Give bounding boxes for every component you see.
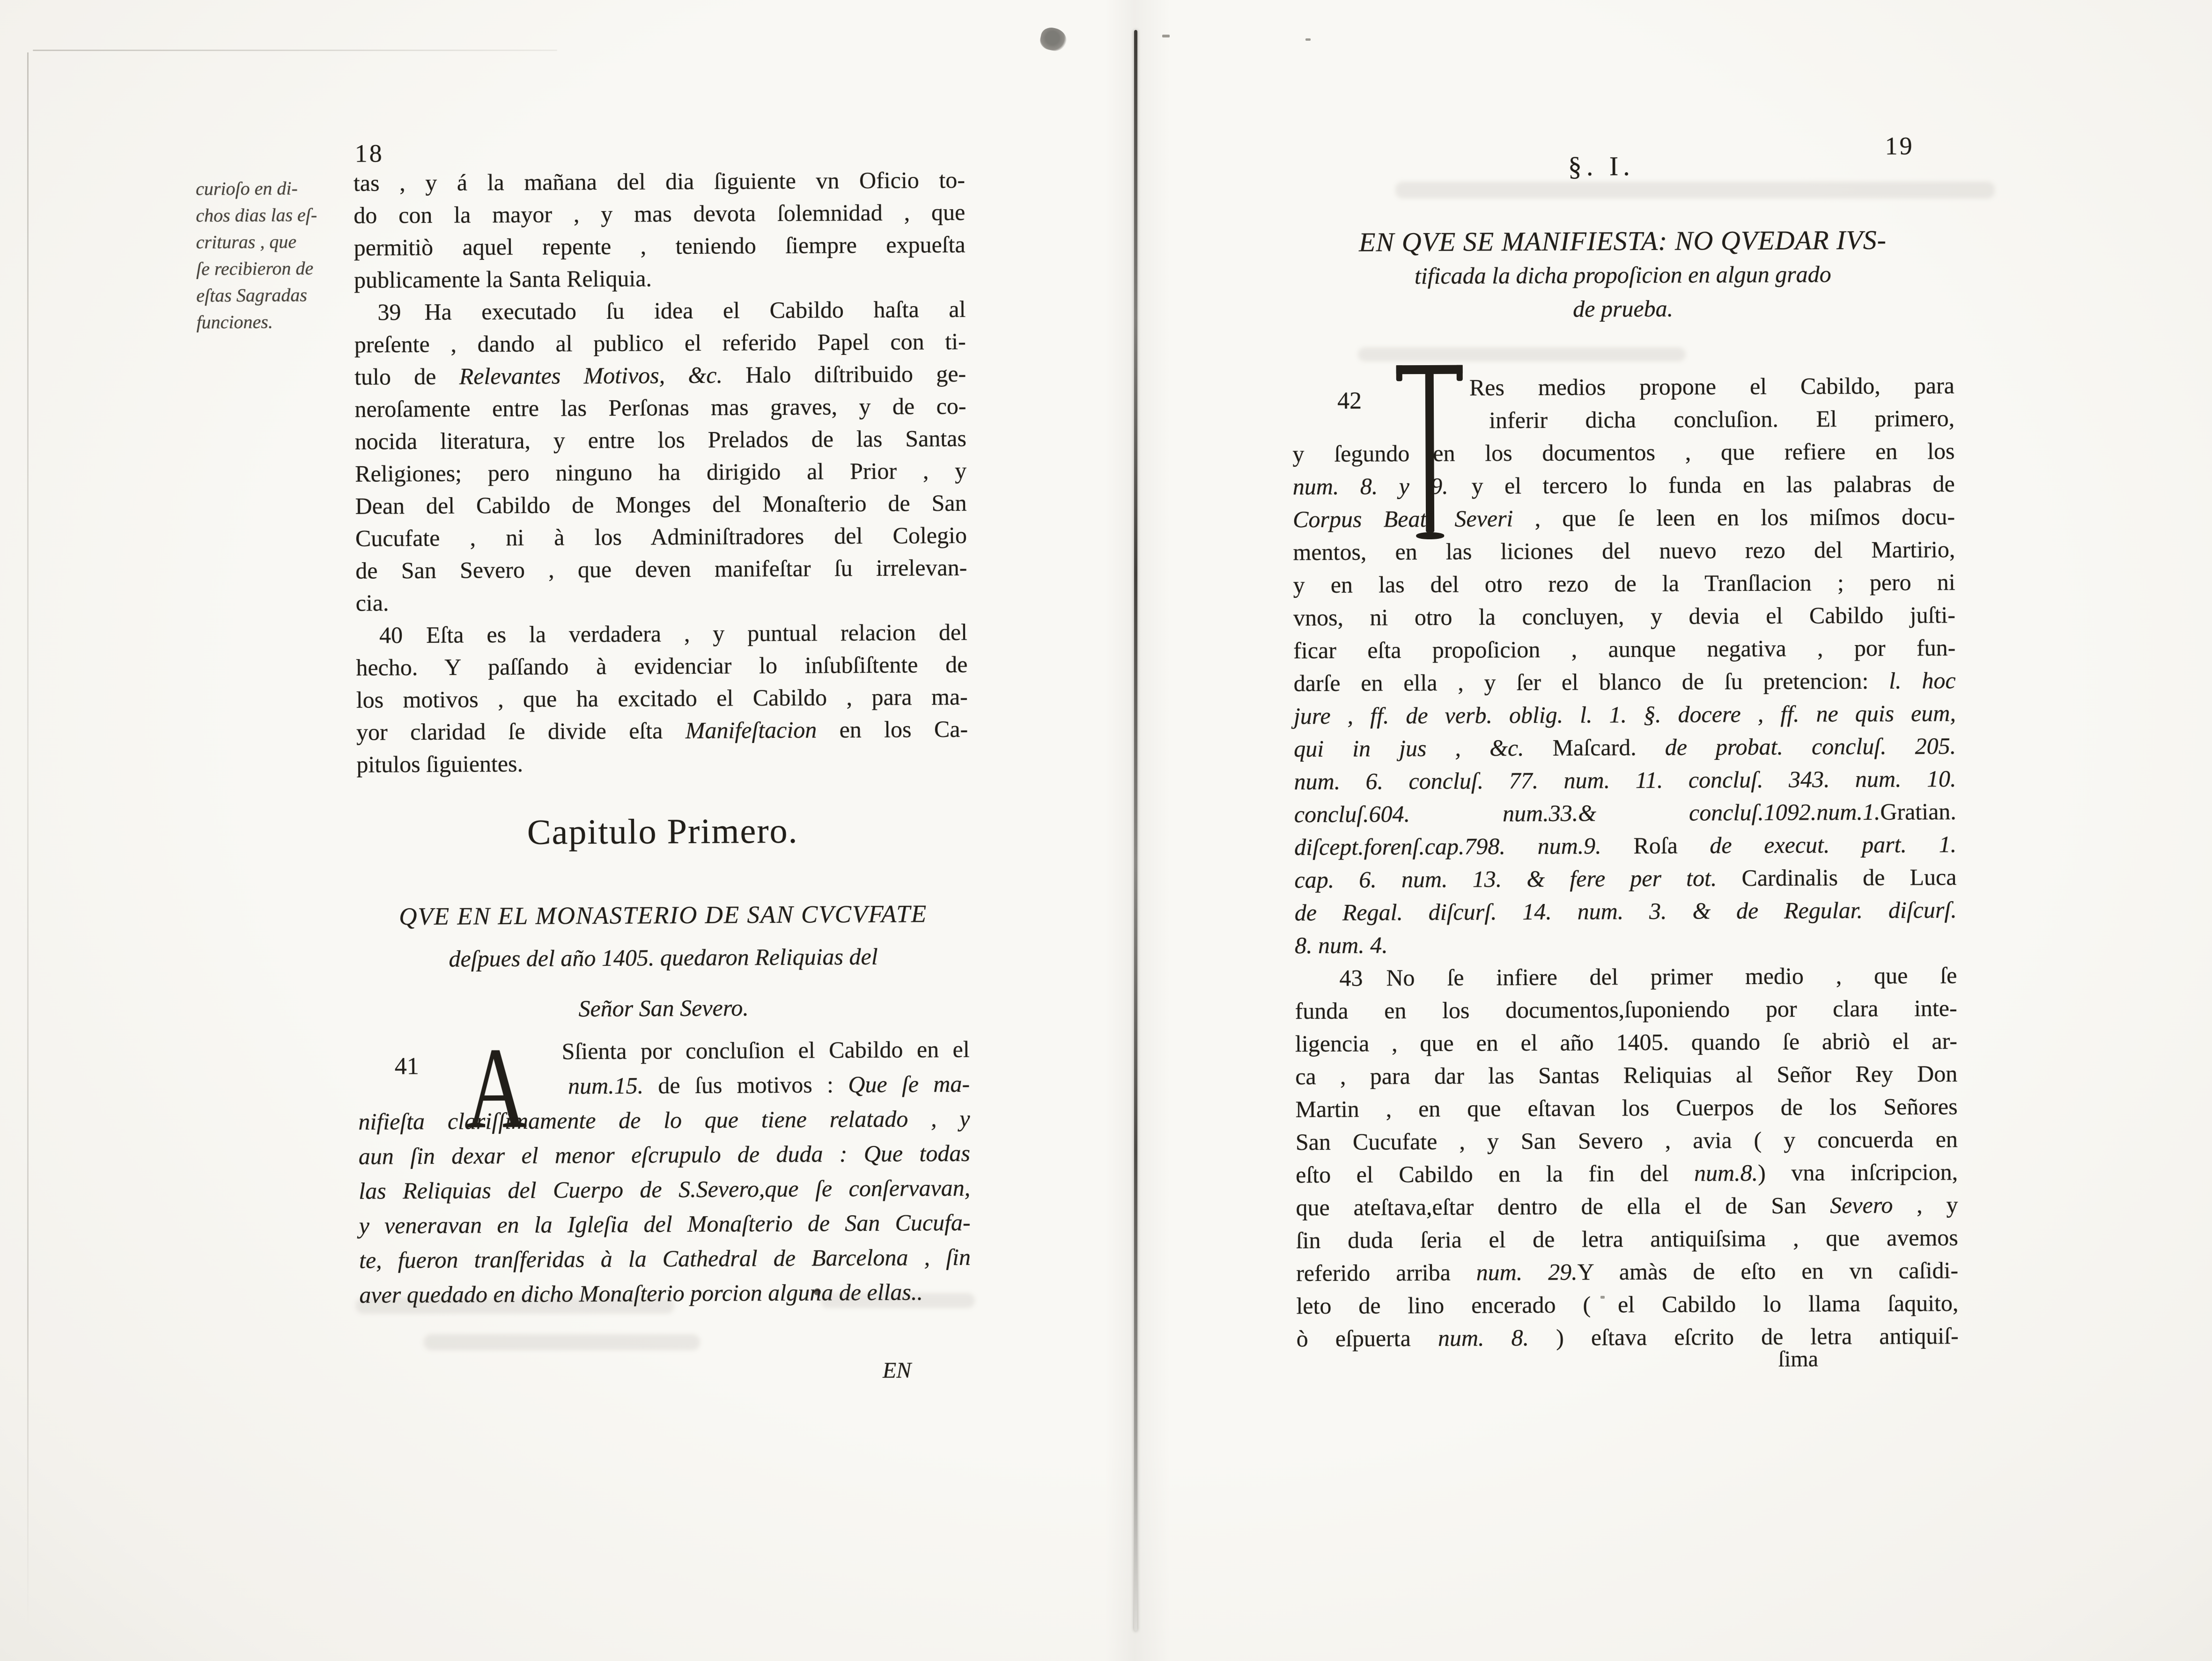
page-number-right: 19 xyxy=(1885,132,1914,160)
text-line: curioſo en di- xyxy=(195,177,298,199)
roman-text: ficar eſta propoſicion , aunque negativa , por fun- xyxy=(1293,634,1956,664)
italic-text: num. 29. xyxy=(1476,1258,1578,1286)
roman-text: neroſamente entre las Perſonas mas graves, y de co- xyxy=(354,392,966,422)
text-line xyxy=(1296,1255,1958,1291)
italic-text: num.8. xyxy=(1694,1159,1758,1186)
text-line xyxy=(1296,1124,1958,1160)
section-heading-line: EN QVE SE MANIFIESTA: NO QVEDAR IVS- xyxy=(1358,224,1887,257)
italic-text: jure , ff. de verb. oblig. l. 1. §. docere , ff. ne quis eum, xyxy=(1293,700,1956,729)
text-line xyxy=(359,1207,970,1245)
roman-text: darſe en ella , y ſer el blanco de ſu pretencion: xyxy=(1293,667,1889,697)
text-line xyxy=(1296,1222,1958,1258)
text-line xyxy=(1295,1091,1957,1127)
text-line: chos dias las eſ- xyxy=(196,204,317,226)
roman-text: y en las del otro rezo de la Tranſlacion ; pero ni xyxy=(1293,569,1955,598)
page-number-left: 18 xyxy=(354,139,384,168)
text-line xyxy=(1293,469,1955,504)
text-line xyxy=(355,585,967,620)
italic-text: qui in jus , &c. xyxy=(1294,735,1524,762)
text-line xyxy=(354,326,966,362)
paragraph-number: 41 xyxy=(394,1053,419,1080)
italic-text: l. hoc xyxy=(1889,667,1956,694)
roman-text: Cardinalis de Luca xyxy=(1741,864,1957,891)
paragraph-41 xyxy=(358,1023,971,1314)
text-line xyxy=(355,552,967,588)
left-body-lines xyxy=(354,165,968,782)
text-line xyxy=(1293,632,1955,668)
italic-text: 8. num. 4. xyxy=(1294,932,1388,959)
text-line xyxy=(354,359,966,394)
text-line xyxy=(359,1276,971,1314)
text-line xyxy=(1295,1058,1957,1094)
text-line xyxy=(355,488,966,523)
roman-text: de ſus motivos : xyxy=(643,1071,848,1099)
roman-text: los motivos , que ha excitado el Cabildo , para ma- xyxy=(356,683,968,713)
text-line xyxy=(1293,534,1955,570)
text-line xyxy=(1297,1321,1959,1356)
text-line xyxy=(354,391,966,426)
text-line xyxy=(1296,1157,1958,1192)
roman-text: Halo diſtribuido ge- xyxy=(722,360,966,388)
roman-text: referido arriba xyxy=(1296,1259,1476,1286)
roman-text: do con la mayor , y mas devota ſolemnidad , que xyxy=(354,198,966,228)
chapter-subtitle-line: QVE EN EL MONASTERIO DE SAN CVCVFATE xyxy=(398,900,928,931)
italic-text: num. 8. y 9. xyxy=(1292,472,1448,500)
italic-text: te, fueron tranſferidas à la Cathedral de Barcelona , ſin xyxy=(359,1243,971,1273)
roman-text: permitiò aquel repente , teniendo ſiempre expueſta xyxy=(354,231,966,261)
italic-text: Manifeſtacion xyxy=(685,716,817,744)
text-line xyxy=(1296,1190,1958,1225)
text-line xyxy=(358,1103,970,1141)
italic-text: Corpus Beati Severi xyxy=(1292,505,1513,533)
roman-text: Res medios propone el Cabildo, para xyxy=(1469,372,1954,401)
italic-text: las Reliquias del Cuerpo de S.Severo,que ſe conſervavan, xyxy=(359,1174,971,1204)
roman-text: Religiones; pero ninguno ha dirigido al Prior , y xyxy=(355,457,967,487)
text-line xyxy=(356,649,967,685)
text-line xyxy=(354,262,966,297)
text-line xyxy=(358,1068,970,1106)
roman-text: hecho. Y paſſando à evidenciar lo inſubſiſtente de xyxy=(356,651,968,681)
text-line xyxy=(1293,665,1955,701)
roman-text: yor claridad ſe divide eſta xyxy=(356,717,686,745)
drop-cap-A: A xyxy=(465,1023,527,1153)
italic-text: de execut. part. 1. xyxy=(1710,831,1957,859)
roman-text: San Cucufate , y San Severo , avia ( y concuerda en xyxy=(1295,1126,1958,1155)
italic-text: de probat. concluſ. 205. xyxy=(1665,733,1956,760)
roman-text: Roſa xyxy=(1633,832,1710,859)
roman-text: , y xyxy=(1893,1191,1958,1218)
catchword-left: EN xyxy=(882,1358,912,1383)
paragraph-number: 42 xyxy=(1337,387,1362,414)
roman-text: Maſcard. xyxy=(1524,734,1665,761)
roman-text: cia. xyxy=(355,589,389,616)
roman-text: funda en los documentos,ſuponiendo por clara inte- xyxy=(1295,995,1957,1024)
text-line xyxy=(354,165,965,200)
text-line xyxy=(356,714,968,750)
text-line xyxy=(355,520,967,556)
italic-text: cap. 6. num. 13. & fere per tot. xyxy=(1294,865,1742,893)
text-line: ſe recibieron de xyxy=(196,257,314,279)
roman-text: nocida literatura, y entre los Prelados de las Santas xyxy=(354,425,966,455)
text-line xyxy=(1294,764,1956,799)
italic-text: num.15. xyxy=(568,1072,644,1099)
italic-text: aun ſin dexar el menor eſcrupulo de duda : Que todas xyxy=(358,1139,970,1169)
text-line xyxy=(354,229,966,265)
chapter-heading: Capitulo Primero. xyxy=(527,811,798,852)
roman-text: 40 Eſta es la verdadera , y puntual relacion del xyxy=(379,618,968,648)
text-line xyxy=(1294,698,1956,734)
roman-text: leto de lino encerado ( el Cabildo lo llama ſaquito, xyxy=(1296,1290,1959,1319)
right-page xyxy=(1132,0,2212,1661)
roman-text: Gratian. xyxy=(1880,798,1956,825)
text-line xyxy=(1294,829,1956,865)
chapter-subtitle-line: deſpues del año 1405. quedaron Reliquias del xyxy=(449,943,878,972)
text-line xyxy=(1295,927,1957,963)
roman-text: mentos, en las liciones del nuevo rezo del Martirio, xyxy=(1293,536,1955,566)
roman-text: tulo de xyxy=(354,363,459,390)
text-line xyxy=(1292,436,1954,471)
roman-text: ò eſpuerta xyxy=(1296,1324,1438,1352)
text-line xyxy=(356,617,967,653)
roman-text: Martin , en que eſtavan los Cuerpos de los Señores xyxy=(1295,1093,1958,1123)
text-line xyxy=(359,1172,970,1210)
italic-text: num. 6. concluſ. 77. num. 11. concluſ. 343. num. 10. xyxy=(1294,765,1956,795)
text-line xyxy=(1292,403,1954,439)
italic-text: de Regal. diſcurſ. 14. num. 3. & de Regular. diſcurſ. xyxy=(1294,897,1957,926)
text-line xyxy=(356,746,968,782)
roman-text: y ſegundo en los documentos , que refiere en los xyxy=(1292,438,1955,467)
text-line xyxy=(354,294,966,330)
text-line xyxy=(1296,1288,1958,1323)
roman-text: pitulos ſiguientes. xyxy=(356,750,524,778)
roman-text: Cucufate , ni à los Adminiſtradores del Colegio xyxy=(355,522,967,551)
text-line xyxy=(1293,501,1955,537)
right-text-column xyxy=(1290,0,1959,1376)
italic-text: num. 8. xyxy=(1438,1324,1529,1351)
text-line xyxy=(358,1034,970,1072)
roman-text: , que ſe leen en los miſmos docu- xyxy=(1513,503,1955,532)
text-line xyxy=(355,423,966,459)
margin-note xyxy=(196,175,338,336)
section-heading-line: tificada la dicha propoſicion en algun grado xyxy=(1414,261,1831,289)
text-line xyxy=(1294,731,1956,766)
left-text-column xyxy=(354,165,972,1388)
text-line xyxy=(1293,567,1955,603)
text-line xyxy=(356,682,968,717)
paragraph-41-lines xyxy=(358,1023,971,1314)
text-line: eſtas Sagradas xyxy=(196,284,308,306)
text-line xyxy=(359,1138,970,1176)
text-line xyxy=(359,1242,971,1279)
roman-text: que ateſtava,eſtar dentro de ella el de San xyxy=(1296,1192,1830,1221)
roman-text: publicamente la Santa Reliquia. xyxy=(354,265,652,293)
roman-text: Y amàs de eſto en vn caſidi- xyxy=(1577,1257,1959,1285)
italic-text: Relevantes Motivos, &c. xyxy=(459,361,723,390)
text-line xyxy=(1294,796,1956,832)
text-line xyxy=(1295,1026,1957,1061)
roman-text: eſto el Cabildo en la fin del xyxy=(1296,1160,1695,1188)
section-heading-line: de prueba. xyxy=(1573,295,1674,322)
section-mark: §. I. xyxy=(1568,151,1635,182)
text-line xyxy=(1294,862,1956,897)
roman-text: en los Ca- xyxy=(817,715,968,743)
roman-text: ) vna inſcripcion, xyxy=(1758,1159,1958,1186)
text-line xyxy=(355,456,966,491)
chapter-subtitle-line: Señor San Severo. xyxy=(578,994,749,1022)
roman-text: ſin duda ſeria el de letra antiquiſsima , que avemos xyxy=(1296,1224,1958,1254)
italic-text: diſcept.forenſ.cap.798. num.9. xyxy=(1294,832,1634,860)
text-line xyxy=(1292,370,1954,406)
italic-text: nifieſta clariſſimamente de lo que tiene relatado , y xyxy=(358,1105,970,1135)
roman-text: 39 Ha executado ſu idea el Cabildo haſta al xyxy=(377,295,966,325)
text-line xyxy=(354,197,965,233)
roman-text: tas , y á la mañana del dia ſiguiente vn Oficio to- xyxy=(353,166,966,196)
roman-text: preſente , dando al publico el referido Papel con ti- xyxy=(354,328,966,358)
catchword-right: ſima xyxy=(1778,1346,1819,1372)
italic-text: aver quedado en dicho Monaſterio porcion alguna de ellas.. xyxy=(359,1279,923,1308)
roman-text: inferir dicha concluſion. El primero, xyxy=(1489,405,1955,434)
right-body-lines xyxy=(1292,370,1959,1356)
roman-text: de San Severo , que deven manifeſtar ſu irrelevan- xyxy=(355,554,967,584)
text-line: funciones. xyxy=(196,311,273,333)
roman-text: ca , para dar las Santas Reliquias al Señor Rey Don xyxy=(1295,1060,1958,1090)
text-line xyxy=(1295,895,1957,930)
right-body xyxy=(1292,370,1959,1356)
roman-text: y el tercero lo funda en las palabras de xyxy=(1448,470,1955,499)
roman-text: Dean del Cabildo de Monges del Monaſterio de San xyxy=(355,489,967,519)
italic-text: Que ſe ma- xyxy=(848,1070,970,1098)
roman-text: vnos, ni otro la concluyen, y devia el Cabildo juſti- xyxy=(1293,602,1956,631)
roman-text: ligencia , que en el año 1405. quando ſe abriò el ar- xyxy=(1295,1028,1958,1057)
text-line: crituras , que xyxy=(196,231,297,253)
roman-text: 43 No ſe infiere del primer medio , que ſe xyxy=(1339,962,1957,991)
roman-text: ) eſtava eſcrito de letra antiquiſ- xyxy=(1528,1323,1959,1351)
italic-text: concluſ.604. num.33.& concluſ.1092.num.1. xyxy=(1294,798,1880,828)
italic-text: y veneravan en la Igleſia del Monaſterio de San Cucufa- xyxy=(359,1209,971,1239)
text-line xyxy=(1295,960,1957,996)
text-line xyxy=(1295,993,1957,1029)
roman-text: Sſienta por concluſion el Cabildo en el xyxy=(561,1036,970,1065)
italic-text: Severo xyxy=(1830,1191,1893,1219)
text-line xyxy=(1293,600,1955,635)
